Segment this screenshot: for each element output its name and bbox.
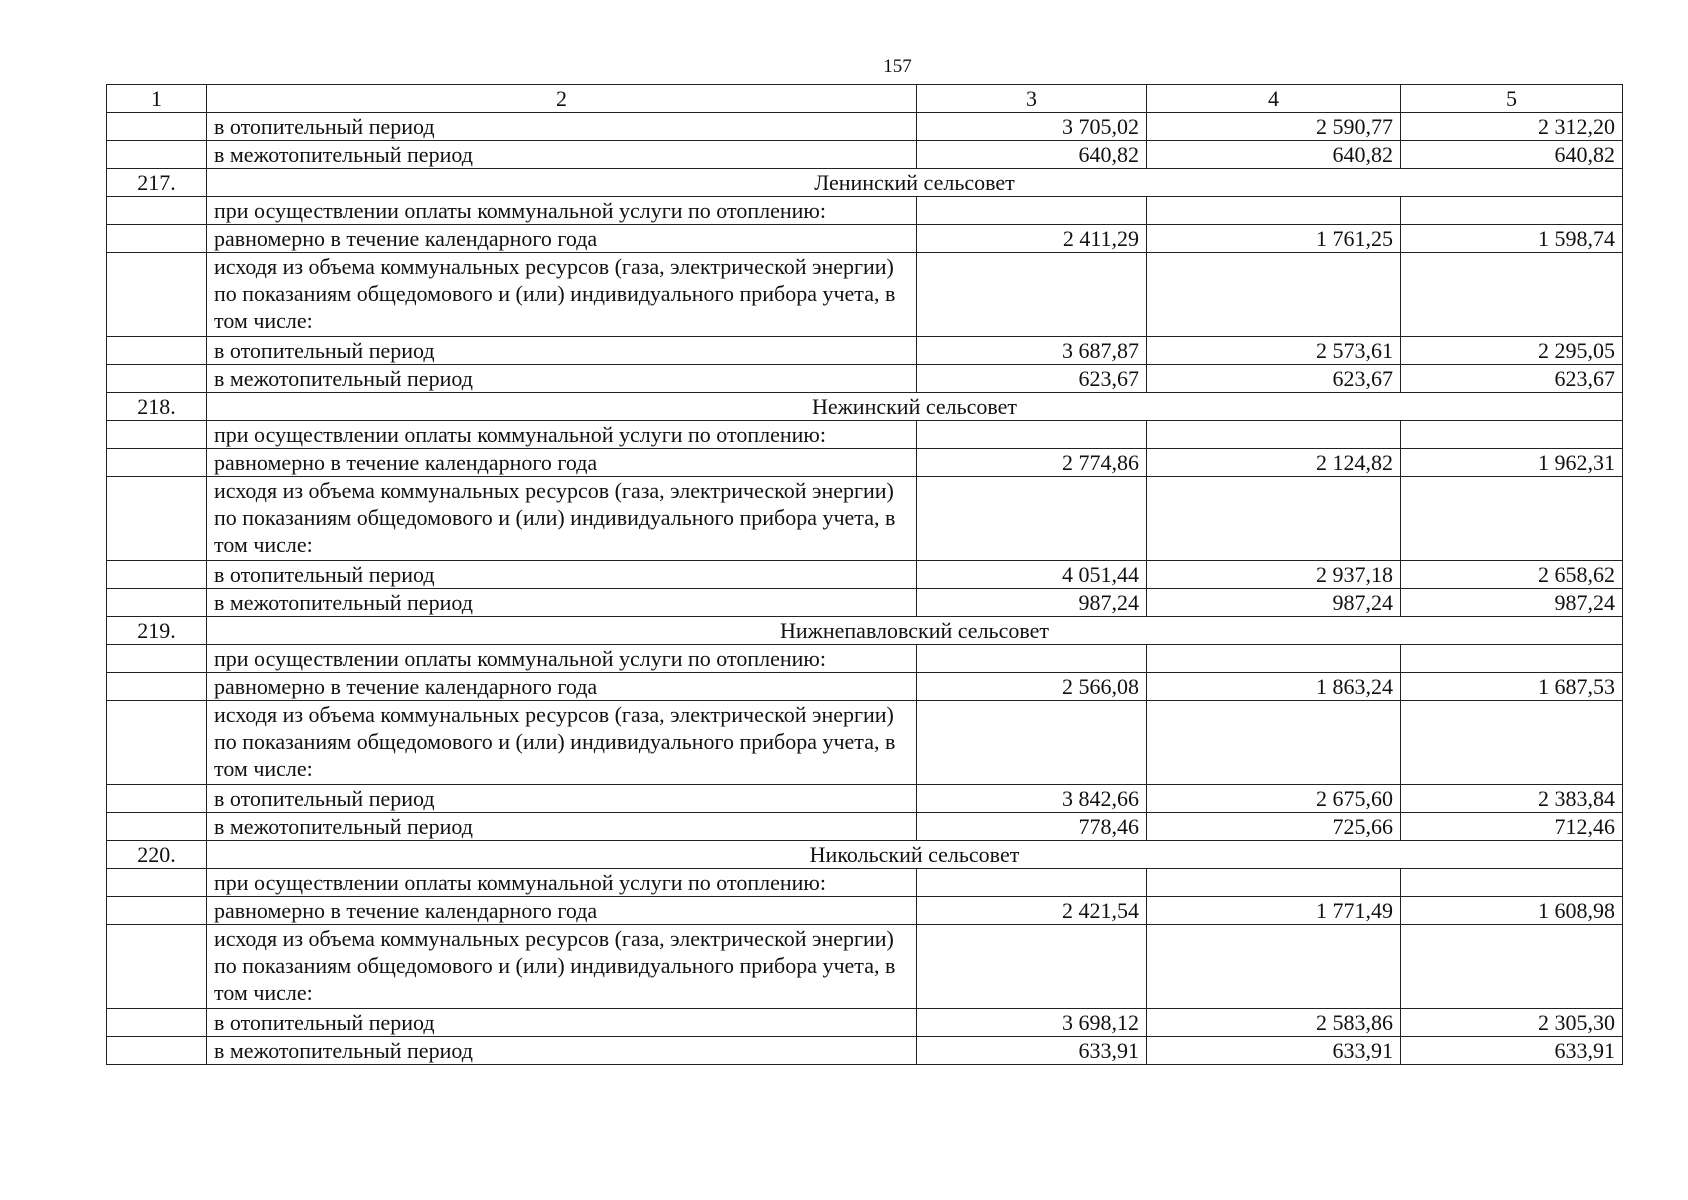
value-col-5 xyxy=(1401,701,1623,785)
row-label: равномерно в течение календарного года xyxy=(207,449,917,477)
row-number xyxy=(107,589,207,617)
section-title-row xyxy=(107,841,1623,869)
row-number xyxy=(107,141,207,169)
value-col-3: 2 566,08 xyxy=(917,673,1147,701)
row-label: в межотопительный период xyxy=(207,365,917,393)
value-col-4: 1 761,25 xyxy=(1147,225,1401,253)
header-row xyxy=(107,85,1623,113)
table-row xyxy=(107,925,1623,1009)
value-col-4: 633,91 xyxy=(1147,1037,1401,1065)
row-label: исходя из объема коммунальных ресурсов (газа, электрической энергии) по показаниям общедомового и (или) индивидуального прибора учета, в том числе: xyxy=(207,253,917,337)
row-label: при осуществлении оплаты коммунальной услуги по отоплению: xyxy=(207,869,917,897)
row-label: при осуществлении оплаты коммунальной услуги по отоплению: xyxy=(207,197,917,225)
value-col-4: 2 573,61 xyxy=(1147,337,1401,365)
table-row xyxy=(107,141,1623,169)
section-title: Нижнепавловский сельсовет xyxy=(207,617,1623,645)
value-col-5: 640,82 xyxy=(1401,141,1623,169)
table-row xyxy=(107,645,1623,673)
value-col-5 xyxy=(1401,645,1623,673)
table-row xyxy=(107,869,1623,897)
table-row xyxy=(107,421,1623,449)
value-col-3: 623,67 xyxy=(917,365,1147,393)
value-col-5: 712,46 xyxy=(1401,813,1623,841)
row-label: исходя из объема коммунальных ресурсов (газа, электрической энергии) по показаниям общедомового и (или) индивидуального прибора учета, в том числе: xyxy=(207,477,917,561)
row-number xyxy=(107,869,207,897)
value-col-3: 3 687,87 xyxy=(917,337,1147,365)
tariff-table-body xyxy=(107,85,1623,1065)
value-col-3: 2 774,86 xyxy=(917,449,1147,477)
value-col-3 xyxy=(917,869,1147,897)
value-col-4: 2 583,86 xyxy=(1147,1009,1401,1037)
value-col-4 xyxy=(1147,197,1401,225)
row-label: равномерно в течение календарного года xyxy=(207,225,917,253)
value-col-3: 2 421,54 xyxy=(917,897,1147,925)
row-label: в межотопительный период xyxy=(207,141,917,169)
value-col-4: 640,82 xyxy=(1147,141,1401,169)
header-col-5: 5 xyxy=(1401,85,1623,113)
value-col-3: 3 705,02 xyxy=(917,113,1147,141)
section-title-row xyxy=(107,169,1623,197)
value-col-4: 987,24 xyxy=(1147,589,1401,617)
row-number xyxy=(107,337,207,365)
row-number xyxy=(107,925,207,1009)
value-col-5: 2 658,62 xyxy=(1401,561,1623,589)
value-col-5 xyxy=(1401,197,1623,225)
table-row xyxy=(107,449,1623,477)
value-col-3 xyxy=(917,421,1147,449)
value-col-4 xyxy=(1147,645,1401,673)
row-label: в отопительный период xyxy=(207,561,917,589)
section-title: Никольский сельсовет xyxy=(207,841,1623,869)
value-col-4 xyxy=(1147,477,1401,561)
value-col-5: 2 295,05 xyxy=(1401,337,1623,365)
row-number xyxy=(107,813,207,841)
row-number xyxy=(107,897,207,925)
value-col-4: 1 771,49 xyxy=(1147,897,1401,925)
row-number xyxy=(107,477,207,561)
table-row xyxy=(107,589,1623,617)
row-number xyxy=(107,225,207,253)
row-number xyxy=(107,673,207,701)
table-row xyxy=(107,785,1623,813)
row-number xyxy=(107,645,207,673)
header-col-2: 2 xyxy=(207,85,917,113)
value-col-4 xyxy=(1147,869,1401,897)
row-label: исходя из объема коммунальных ресурсов (газа, электрической энергии) по показаниям общедомового и (или) индивидуального прибора учета, в том числе: xyxy=(207,925,917,1009)
row-number xyxy=(107,421,207,449)
value-col-3: 3 698,12 xyxy=(917,1009,1147,1037)
value-col-5 xyxy=(1401,925,1623,1009)
table-row xyxy=(107,477,1623,561)
value-col-5: 1 962,31 xyxy=(1401,449,1623,477)
row-number xyxy=(107,253,207,337)
row-label: в отопительный период xyxy=(207,337,917,365)
page-number: 157 xyxy=(883,56,912,77)
section-title: Нежинский сельсовет xyxy=(207,393,1623,421)
value-col-3 xyxy=(917,477,1147,561)
value-col-4: 2 675,60 xyxy=(1147,785,1401,813)
row-label: в межотопительный период xyxy=(207,1037,917,1065)
row-number xyxy=(107,365,207,393)
value-col-5: 2 383,84 xyxy=(1401,785,1623,813)
value-col-5: 1 608,98 xyxy=(1401,897,1623,925)
table-row xyxy=(107,673,1623,701)
table-row xyxy=(107,113,1623,141)
row-number xyxy=(107,561,207,589)
table-row xyxy=(107,225,1623,253)
table-row xyxy=(107,813,1623,841)
table-row xyxy=(107,337,1623,365)
row-number xyxy=(107,449,207,477)
value-col-3: 987,24 xyxy=(917,589,1147,617)
value-col-5: 1 687,53 xyxy=(1401,673,1623,701)
table-row xyxy=(107,701,1623,785)
value-col-3: 778,46 xyxy=(917,813,1147,841)
table-row xyxy=(107,1037,1623,1065)
section-title-row xyxy=(107,393,1623,421)
value-col-3: 3 842,66 xyxy=(917,785,1147,813)
row-number xyxy=(107,197,207,225)
value-col-5 xyxy=(1401,477,1623,561)
value-col-3: 2 411,29 xyxy=(917,225,1147,253)
value-col-3: 640,82 xyxy=(917,141,1147,169)
value-col-4 xyxy=(1147,253,1401,337)
value-col-3: 633,91 xyxy=(917,1037,1147,1065)
row-label: исходя из объема коммунальных ресурсов (газа, электрической энергии) по показаниям общедомового и (или) индивидуального прибора учета, в том числе: xyxy=(207,701,917,785)
value-col-4: 725,66 xyxy=(1147,813,1401,841)
value-col-3 xyxy=(917,925,1147,1009)
row-label: равномерно в течение календарного года xyxy=(207,673,917,701)
value-col-5 xyxy=(1401,253,1623,337)
row-label: в отопительный период xyxy=(207,1009,917,1037)
row-label: в отопительный период xyxy=(207,113,917,141)
value-col-5: 1 598,74 xyxy=(1401,225,1623,253)
value-col-5: 2 305,30 xyxy=(1401,1009,1623,1037)
row-number xyxy=(107,113,207,141)
tariff-table xyxy=(106,84,1623,1065)
value-col-5: 633,91 xyxy=(1401,1037,1623,1065)
value-col-4 xyxy=(1147,925,1401,1009)
row-number xyxy=(107,1037,207,1065)
row-label: при осуществлении оплаты коммунальной услуги по отоплению: xyxy=(207,645,917,673)
header-col-3: 3 xyxy=(917,85,1147,113)
row-number xyxy=(107,1009,207,1037)
header-col-1: 1 xyxy=(107,85,207,113)
value-col-5: 987,24 xyxy=(1401,589,1623,617)
table-row xyxy=(107,561,1623,589)
value-col-4 xyxy=(1147,421,1401,449)
row-label: в отопительный период xyxy=(207,785,917,813)
section-number: 220. xyxy=(107,841,207,869)
value-col-4: 1 863,24 xyxy=(1147,673,1401,701)
value-col-4 xyxy=(1147,701,1401,785)
row-number xyxy=(107,785,207,813)
value-col-5: 623,67 xyxy=(1401,365,1623,393)
table-row xyxy=(107,365,1623,393)
value-col-5 xyxy=(1401,421,1623,449)
table-row xyxy=(107,253,1623,337)
section-title: Ленинский сельсовет xyxy=(207,169,1623,197)
header-col-4: 4 xyxy=(1147,85,1401,113)
value-col-4: 2 590,77 xyxy=(1147,113,1401,141)
value-col-3 xyxy=(917,701,1147,785)
value-col-4: 623,67 xyxy=(1147,365,1401,393)
section-number: 217. xyxy=(107,169,207,197)
section-number: 218. xyxy=(107,393,207,421)
table-row xyxy=(107,897,1623,925)
value-col-3 xyxy=(917,197,1147,225)
table-row xyxy=(107,1009,1623,1037)
value-col-4: 2 124,82 xyxy=(1147,449,1401,477)
value-col-4: 2 937,18 xyxy=(1147,561,1401,589)
row-label: равномерно в течение календарного года xyxy=(207,897,917,925)
value-col-5: 2 312,20 xyxy=(1401,113,1623,141)
value-col-3 xyxy=(917,645,1147,673)
value-col-5 xyxy=(1401,869,1623,897)
section-title-row xyxy=(107,617,1623,645)
value-col-3: 4 051,44 xyxy=(917,561,1147,589)
row-label: в межотопительный период xyxy=(207,813,917,841)
value-col-3 xyxy=(917,253,1147,337)
row-number xyxy=(107,701,207,785)
row-label: при осуществлении оплаты коммунальной услуги по отоплению: xyxy=(207,421,917,449)
table-row xyxy=(107,197,1623,225)
row-label: в межотопительный период xyxy=(207,589,917,617)
section-number: 219. xyxy=(107,617,207,645)
